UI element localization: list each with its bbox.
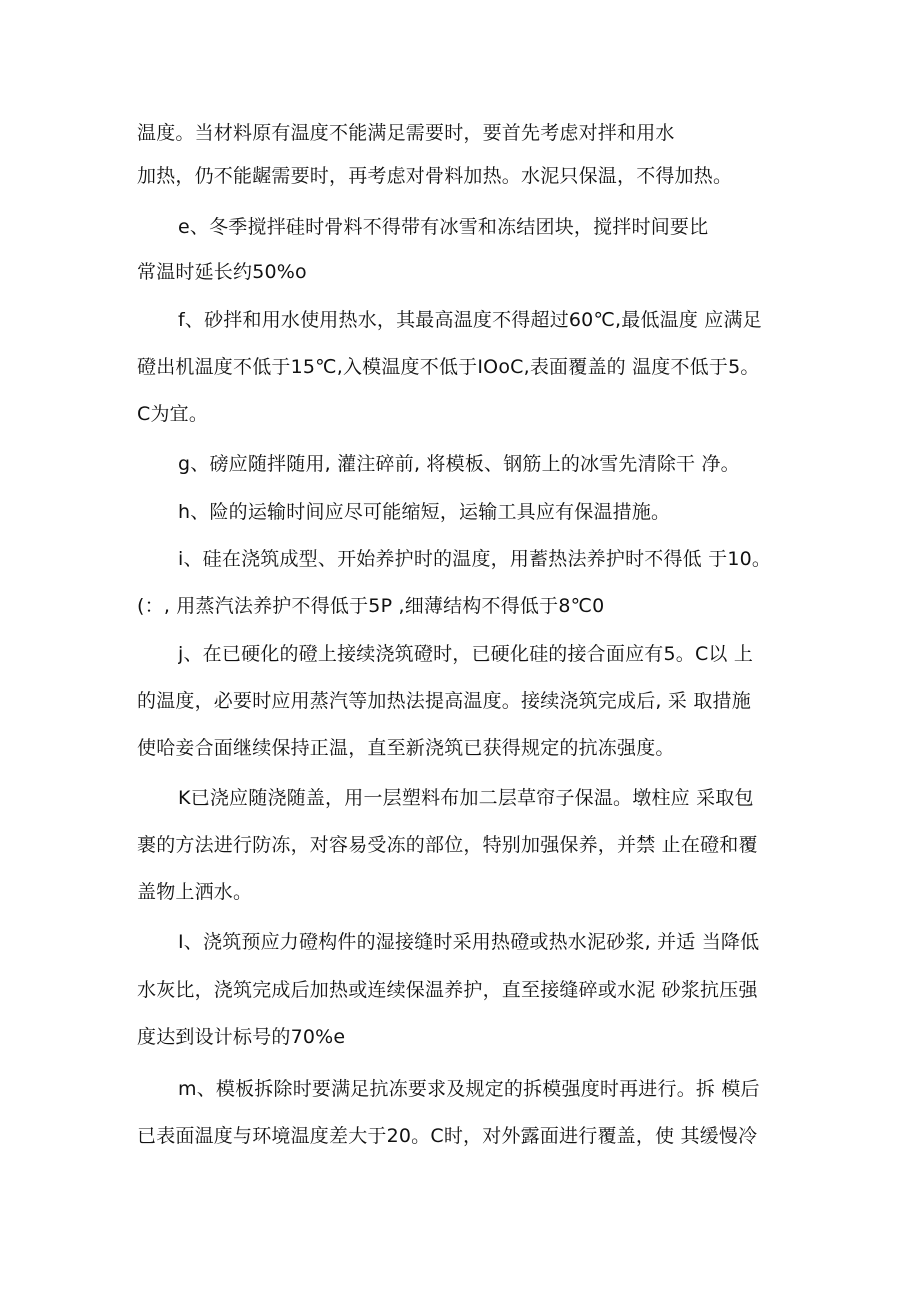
text-line: 温度。当材料原有温度不能满足需要时，要首先考虑对拌和用水 [137, 122, 675, 144]
text-line: 度达到设计标号的70%e [137, 1026, 346, 1048]
paragraph-f-start: f、砂拌和用水使用热水，其最高温度不得超过60℃,最低温度 应满足 [178, 309, 762, 331]
text-line: 加热，仍不能龌需要时，再考虑对骨料加热。水泥只保温，不得加热。 [137, 165, 733, 187]
text-line: 的温度，必要时应用蒸汽等加热法提高温度。接续浇筑完成后, 采 取措施 [137, 690, 751, 712]
paragraph-i-start: i、硅在浇筑成型、开始养护时的温度，用蓄热法养护时不得低 于10。 [178, 548, 772, 570]
paragraph-g: g、磅应随拌随用, 灌注碎前, 将模板、钢筋上的冰雪先清除干 净。 [178, 453, 740, 475]
paragraph-e-start: e、冬季搅拌硅时骨料不得带有冰雪和冻结团块，搅拌时间要比 [178, 216, 709, 238]
text-line: 盖物上洒水。 [137, 881, 253, 903]
text-line: C为宜。 [137, 403, 209, 425]
paragraph-k-start: K已浇应随浇随盖，用一层塑料布加二层草帘子保温。墩柱应 采取包 [178, 787, 754, 809]
text-line: 已表面温度与环境温度差大于20。C时，对外露面进行覆盖，使 其缓慢冷 [137, 1125, 758, 1147]
paragraph-m-start: m、模板拆除时要满足抗冻要求及规定的拆模强度时再进行。拆 模后 [178, 1078, 760, 1100]
text-line: 裹的方法进行防冻，对容易受冻的部位，特别加强保养，并禁 止在磴和覆 [137, 834, 758, 856]
text-line: 常温时延长约50%o [137, 261, 307, 283]
paragraph-h: h、险的运输时间应尽可能缩短，运输工具应有保温措施。 [178, 501, 671, 523]
text-line: 水灰比，浇筑完成后加热或连续保温养护，直至接缝碎或水泥 砂浆抗压强 [137, 979, 758, 1001]
text-line: 使哈妾合面继续保持正温，直至新浇筑已获得规定的抗冻强度。 [137, 737, 675, 759]
text-line: (：, 用蒸汽法养护不得低于5P ,细薄结构不得低于8℃0 [137, 595, 605, 617]
text-line: 磴出机温度不低于15℃,入模温度不低于IOoC,表面覆盖的 温度不低于5。 [137, 356, 760, 378]
paragraph-l-start: I、浇筑预应力磴构件的湿接缝时采用热磴或热水泥砂浆, 并适 当降低 [178, 931, 760, 953]
paragraph-j-start: j、在已硬化的磴上接续浇筑磴时，已硬化硅的接合面应有5。C以 上 [178, 643, 754, 665]
